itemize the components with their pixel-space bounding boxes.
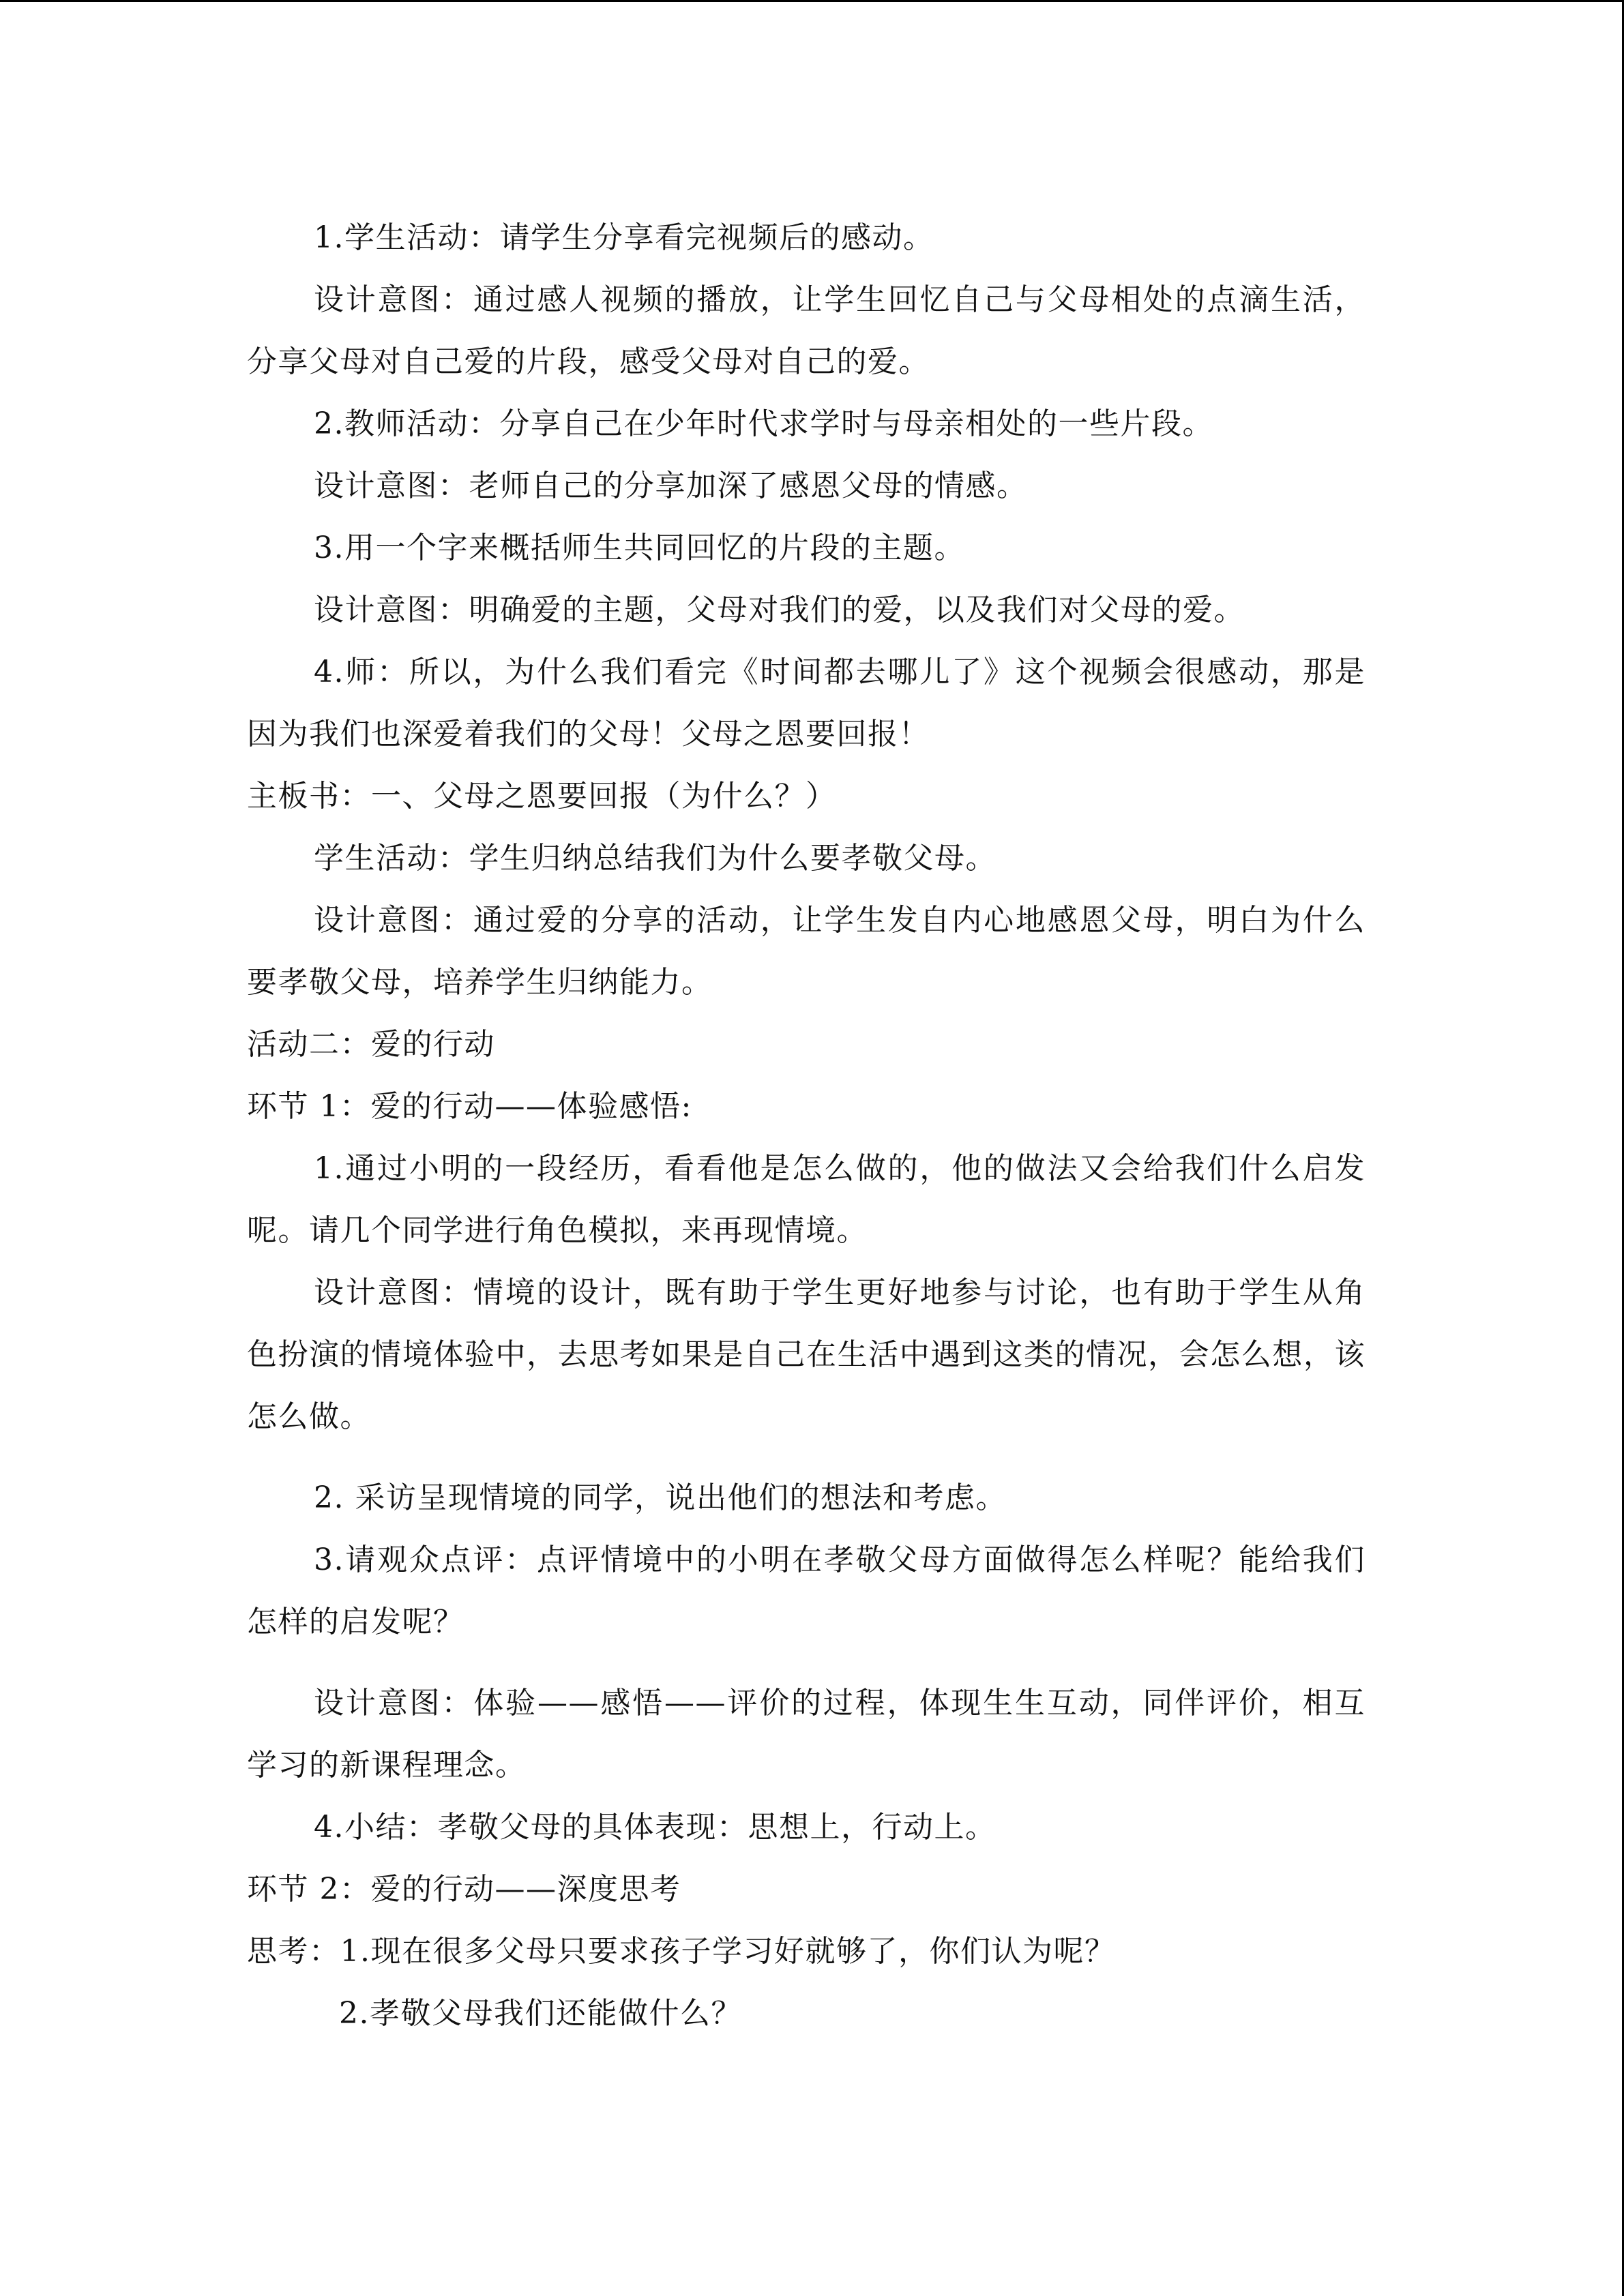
paragraph-activity-2: 2.教师活动：分享自己在少年时代求学时与母亲相处的一些片段。 bbox=[314, 406, 1213, 441]
paragraph-design-intent-3: 设计意图：明确爱的主题，父母对我们的爱，以及我们对父母的爱。 bbox=[314, 593, 1245, 627]
paragraph-think-1: 思考：1.现在很多父母只要求孩子学习好就够了，你们认为呢？ bbox=[247, 1934, 1116, 1969]
paragraph-design-intent-1: 设计意图：通过感人视频的播放，让学生回忆自己与父母相处的点滴生活，分享父母对自己爱的片段，感受父母对自己的爱。 bbox=[247, 282, 1365, 379]
paragraph-step1-item-1: 1.通过小明的一段经历，看看他是怎么做的，他的做法又会给我们什么启发呢。请几个同学进行角色模拟，来再现情境。 bbox=[247, 1151, 1365, 1248]
paragraph-step1-item-3: 3.请观众点评：点评情境中的小明在孝敬父母方面做得怎么样呢？能给我们怎样的启发呢？ bbox=[247, 1542, 1365, 1639]
board-heading: 主板书：一、父母之恩要回报（为什么？） bbox=[247, 779, 837, 814]
paragraph-think-2: 2.孝敬父母我们还能做什么？ bbox=[339, 1996, 742, 2031]
paragraph-design-intent-4: 设计意图：通过爱的分享的活动，让学生发自内心地感恩父母，明白为什么要孝敬父母，培养学生归纳能力。 bbox=[247, 903, 1365, 1000]
document-body bbox=[247, 207, 1365, 2044]
paragraph-step1-item-2: 2. 采访呈现情境的同学，说出他们的想法和考虑。 bbox=[314, 1480, 1007, 1515]
section-heading-step-1: 环节 1：爱的行动——体验感悟: bbox=[247, 1089, 692, 1124]
paragraph-design-intent-2: 设计意图：老师自己的分享加深了感恩父母的情感。 bbox=[314, 468, 1028, 503]
paragraph-design-intent-5: 设计意图：情境的设计，既有助于学生更好地参与讨论，也有助于学生从角色扮演的情境体验中，去思考如果是自己在生活中遇到这类的情况，会怎么想，该怎么做。 bbox=[247, 1275, 1365, 1434]
paragraph-activity-1: 1.学生活动：请学生分享看完视频后的感动。 bbox=[314, 220, 934, 255]
section-heading-step-2: 环节 2：爱的行动——深度思考 bbox=[247, 1872, 681, 1907]
paragraph-activity-3: 3.用一个字来概括师生共同回忆的片段的主题。 bbox=[314, 531, 965, 565]
paragraph-step1-summary: 4.小结：孝敬父母的具体表现：思想上，行动上。 bbox=[314, 1810, 996, 1845]
paragraph-student-activity: 学生活动：学生归纳总结我们为什么要孝敬父母。 bbox=[314, 841, 996, 876]
paragraph-design-intent-6: 设计意图：体验——感悟——评价的过程，体现生生互动，同伴评价，相互学习的新课程理念。 bbox=[247, 1686, 1365, 1783]
section-heading-activity-2: 活动二：爱的行动 bbox=[247, 1027, 495, 1062]
paragraph-activity-4: 4.师：所以，为什么我们看完《时间都去哪儿了》这个视频会很感动，那是因为我们也深爱着我们的父母！父母之恩要回报！ bbox=[247, 655, 1365, 751]
